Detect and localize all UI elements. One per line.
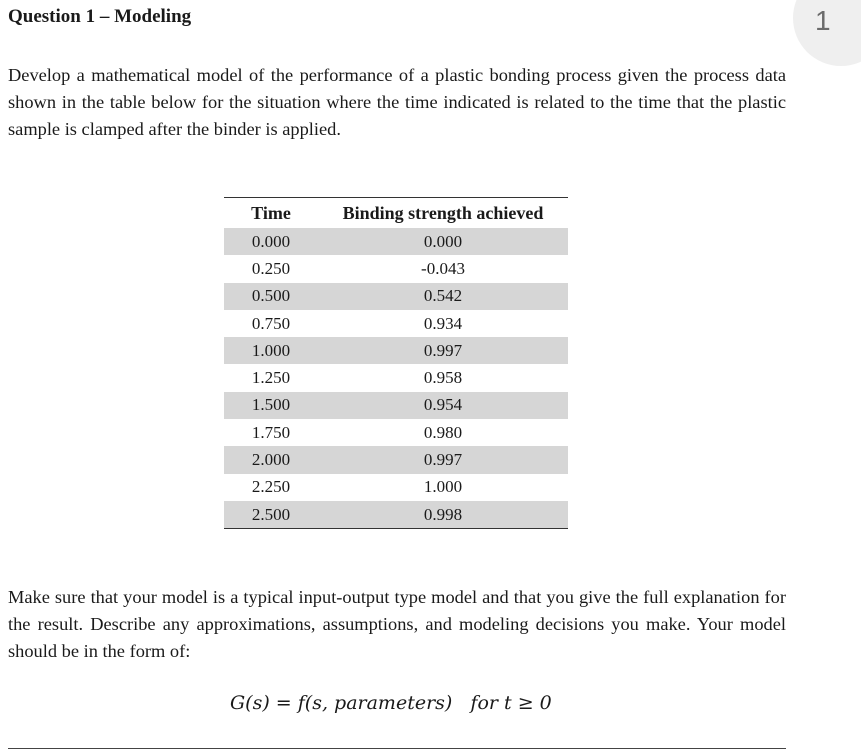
time-cell: 0.000 [224, 228, 318, 255]
time-cell: 2.000 [224, 446, 318, 473]
time-cell: 2.250 [251, 477, 291, 497]
time-cell: 0.250 [251, 258, 291, 278]
time-cell: 0.750 [251, 313, 291, 333]
table-row [224, 392, 568, 419]
strength-cell: 1.000 [423, 477, 463, 497]
table-row [224, 501, 568, 529]
table-header-row [224, 198, 568, 229]
strength-cell: 0.997 [318, 446, 568, 473]
table-row [224, 337, 568, 364]
model-equation: G(s) = f(s, parameters) for t ≥ 0 [230, 692, 552, 714]
strength-cell: 0.000 [318, 228, 568, 255]
strength-column-header: Binding strength achieved [342, 202, 544, 223]
process-data-table [224, 197, 568, 529]
table-row [224, 283, 568, 310]
instructions-paragraph: Make sure that your model is a typical input-output type model and that you give the full explanation for the result. Describe any approximations, assumptions, and modeling decisions you make. Your model should be in the form of: [8, 587, 786, 661]
question-heading: Question 1 – Modeling [8, 6, 192, 27]
strength-cell: 0.998 [318, 501, 568, 529]
time-cell: 2.500 [224, 501, 318, 529]
time-cell: 1.500 [224, 392, 318, 419]
strength-cell: -0.043 [421, 258, 465, 278]
strength-cell: 0.997 [318, 337, 568, 364]
time-cell: 1.750 [251, 422, 291, 442]
table-row [224, 310, 568, 337]
strength-cell: 0.542 [318, 283, 568, 310]
page-number-badge [793, 0, 861, 66]
time-cell: 1.250 [251, 368, 291, 388]
bottom-divider [8, 748, 786, 749]
table-row [224, 228, 568, 255]
table-row [224, 446, 568, 473]
time-cell: 0.500 [224, 283, 318, 310]
strength-cell: 0.980 [423, 422, 463, 442]
time-column-header: Time [251, 202, 291, 223]
table-row [224, 419, 568, 446]
time-cell: 1.000 [224, 337, 318, 364]
strength-cell: 0.934 [423, 313, 463, 333]
table-row [224, 255, 568, 282]
table-row [224, 474, 568, 501]
page-number: 1 [815, 5, 831, 36]
intro-paragraph: Develop a mathematical model of the performance of a plastic bonding process given the process data shown in the table below for the situation where the time indicated is related to the time that the plastic sample is clamped after the binder is applied. [8, 65, 786, 139]
strength-cell: 0.958 [423, 368, 463, 388]
strength-cell: 0.954 [318, 392, 568, 419]
table-row [224, 364, 568, 391]
